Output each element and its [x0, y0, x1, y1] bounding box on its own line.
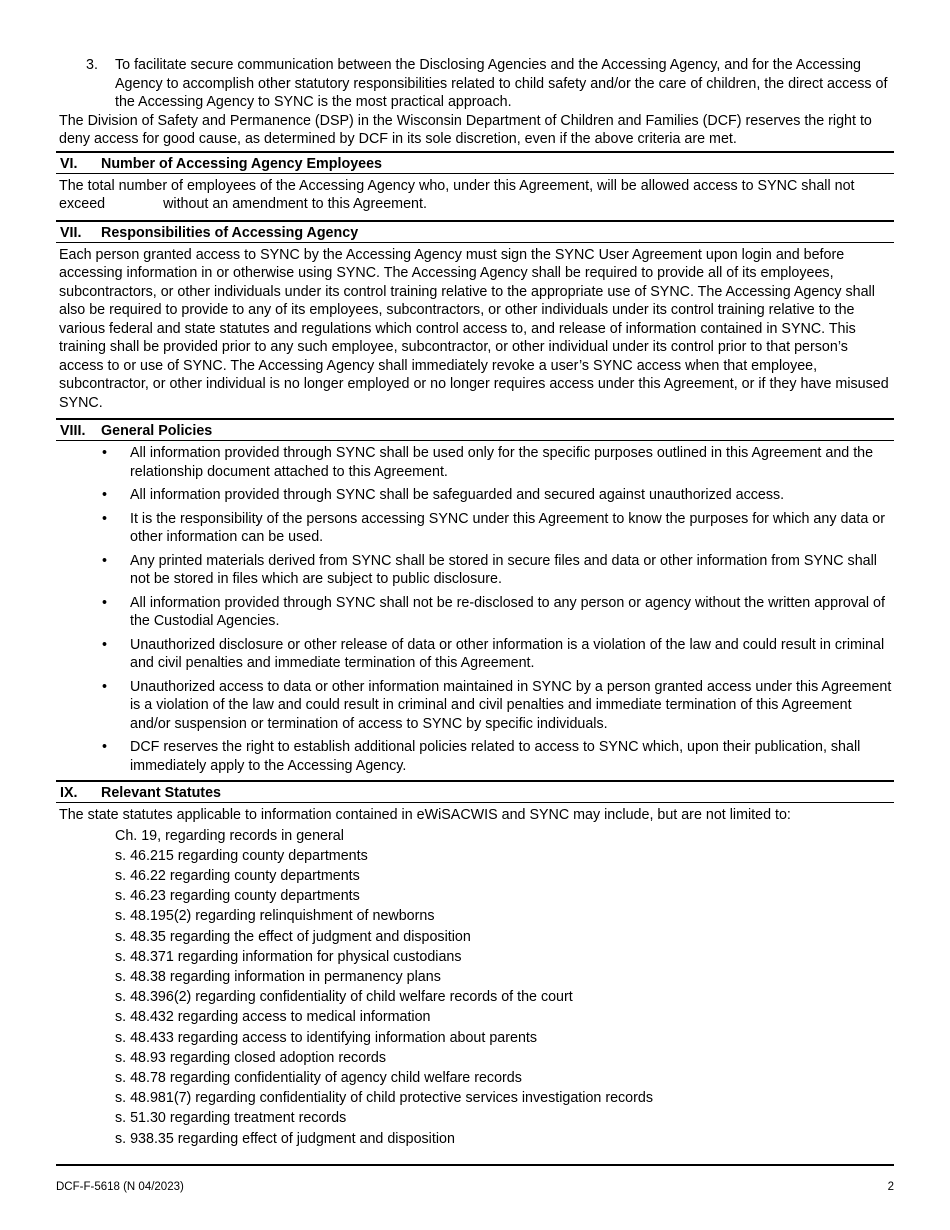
statute-item: s. 48.195(2) regarding relinquishment of newborns: [115, 908, 435, 925]
section-numeral: IX.: [60, 785, 78, 801]
item-number: 3.: [86, 57, 98, 73]
bullet: •: [102, 678, 108, 695]
document-page: [56, 56, 894, 1149]
bullet: •: [102, 636, 108, 653]
statute-item: s. 48.35 regarding the effect of judgment and disposition: [115, 928, 471, 945]
list-item: • It is the responsibility of the persons accessing SYNC under this Agreement to know the purposes for which any data or other information can be used.: [56, 510, 894, 547]
section-numeral: VI.: [60, 155, 78, 172]
list-item: • All information provided through SYNC shall be safeguarded and secured against unauthorized access.: [56, 486, 894, 505]
item-text: To facilitate secure communication between the Disclosing Agencies and the Accessing Agency, and for the Accessing Agency to accomplish other statutory responsibilities related to child safety and/or the care of children, the direct access of the Accessing Agency to SYNC is the most practical approach.: [115, 57, 888, 110]
statute-item: s. 48.93 regarding closed adoption records: [115, 1049, 387, 1066]
section-vi-heading: [56, 151, 894, 174]
section-numeral: VIII.: [60, 423, 86, 439]
bullet: •: [102, 594, 108, 611]
general-policies-list: [56, 441, 894, 775]
statute-item: s. 46.23 regarding county departments: [115, 888, 360, 905]
statute-item: s. 46.215 regarding county departments: [115, 847, 368, 864]
statute-item: s. 51.30 regarding treatment records: [115, 1110, 347, 1127]
statute-item: s. 48.371 regarding information for physical custodians: [115, 948, 462, 965]
footer-divider: [56, 1164, 894, 1166]
section-vii-body: Each person granted access to SYNC by the Accessing Agency must sign the SYNC User Agreement upon login and before accessing information in or otherwise using SYNC. The Accessing Agency shall be required to provide all of its employees, subcontractors, or other individuals under its control training relative to the appropriate use of SYNC. The Accessing Agency shall also be required to provide to any of its employees, subcontractors, or other individuals under its control training relative to the various federal and state statutes and regulations which control access to, and release of information contained in SYNC. This training shall be provided prior to any such employee, subcontractor, or other individual under its control prior to that person’s access to or use of SYNC. The Accessing Agency shall immediately revoke a user’s SYNC access when that employee, subcontractor, or other individual is no longer employed or no longer requires access under this Agreement, or if they have misused SYNC.: [59, 246, 889, 411]
section-title: Number of Accessing Agency Employees: [101, 155, 382, 172]
form-id: DCF-F-5618 (N 04/2023): [56, 1181, 184, 1193]
section-numeral: VII.: [60, 224, 82, 241]
statutes-list: [56, 825, 894, 1149]
section-vi-body: [56, 174, 894, 218]
page-number: 2: [887, 1181, 894, 1193]
list-item: • All information provided through SYNC shall be used only for the specific purposes outlined in this Agreement and the relationship document attached to this Agreement.: [56, 444, 894, 481]
bullet: •: [102, 487, 108, 503]
bullet: •: [102, 552, 108, 569]
list-item: • All information provided through SYNC shall not be re-disclosed to any person or agency without the written approval of the Custodial Agencies.: [56, 594, 894, 631]
bullet: •: [102, 510, 108, 527]
statute-item: s. 46.22 regarding county departments: [115, 867, 360, 884]
statute-item: s. 48.432 regarding access to medical information: [115, 1009, 431, 1026]
statute-item: s. 48.78 regarding confidentiality of agency child welfare records: [115, 1069, 522, 1086]
bullet: •: [102, 739, 108, 755]
page-footer: [56, 1178, 894, 1197]
employee-limit-text-after: without an amendment to this Agreement.: [163, 196, 427, 212]
statute-item: s. 48.981(7) regarding confidentiality of child protective services investigation records: [115, 1090, 653, 1107]
section-title: General Policies: [101, 423, 213, 439]
list-item: • Unauthorized access to data or other information maintained in SYNC by a person granted access under this Agreement is a violation of the law and could result in criminal and civil penalties and immediate termination of this Agreement and/or suspension or termination of access to SYNC by specific individuals.: [56, 678, 894, 734]
dsp-paragraph: The Division of Safety and Permanence (DSP) in the Wisconsin Department of Children and Families (DCF) reserves the right to deny access for good cause, as determined by DCF in its sole discretion, even if the above criteria are met.: [59, 112, 872, 147]
statute-item: s. 48.396(2) regarding confidentiality of child welfare records of the court: [115, 989, 573, 1006]
list-item: • Any printed materials derived from SYNC shall be stored in secure files and data or other information from SYNC shall not be stored in files which are subject to public disclosure.: [56, 552, 894, 589]
section-viii-heading: [56, 418, 894, 441]
section-title: Relevant Statutes: [101, 785, 221, 801]
bullet: •: [102, 445, 108, 461]
statute-item: s. 938.35 regarding effect of judgment and disposition: [115, 1130, 455, 1147]
section-ix-heading: [56, 780, 894, 803]
statute-item: s. 48.433 regarding access to identifying information about parents: [115, 1029, 538, 1046]
list-item: • DCF reserves the right to establish additional policies related to access to SYNC which, upon their publication, shall immediately apply to the Accessing Agency.: [56, 738, 894, 775]
statute-item: s. 48.38 regarding information in permanency plans: [115, 968, 441, 985]
statute-item: Ch. 19, regarding records in general: [115, 827, 344, 844]
employee-limit-text-before: The total number of employees of the Accessing Agency who, under this Agreement, will be allowed access to SYNC shall not exceed: [59, 177, 855, 212]
section-title: Responsibilities of Accessing Agency: [101, 224, 359, 241]
section-vii-heading: [56, 220, 894, 243]
list-item: • Unauthorized disclosure or other release of data or other information is a violation of the law and could result in criminal and civil penalties and immediate termination of this Agreement.: [56, 636, 894, 673]
numbered-item-3: [56, 56, 894, 112]
statutes-intro: The state statutes applicable to information contained in eWiSACWIS and SYNC may include, but are not limited to:: [59, 807, 791, 823]
